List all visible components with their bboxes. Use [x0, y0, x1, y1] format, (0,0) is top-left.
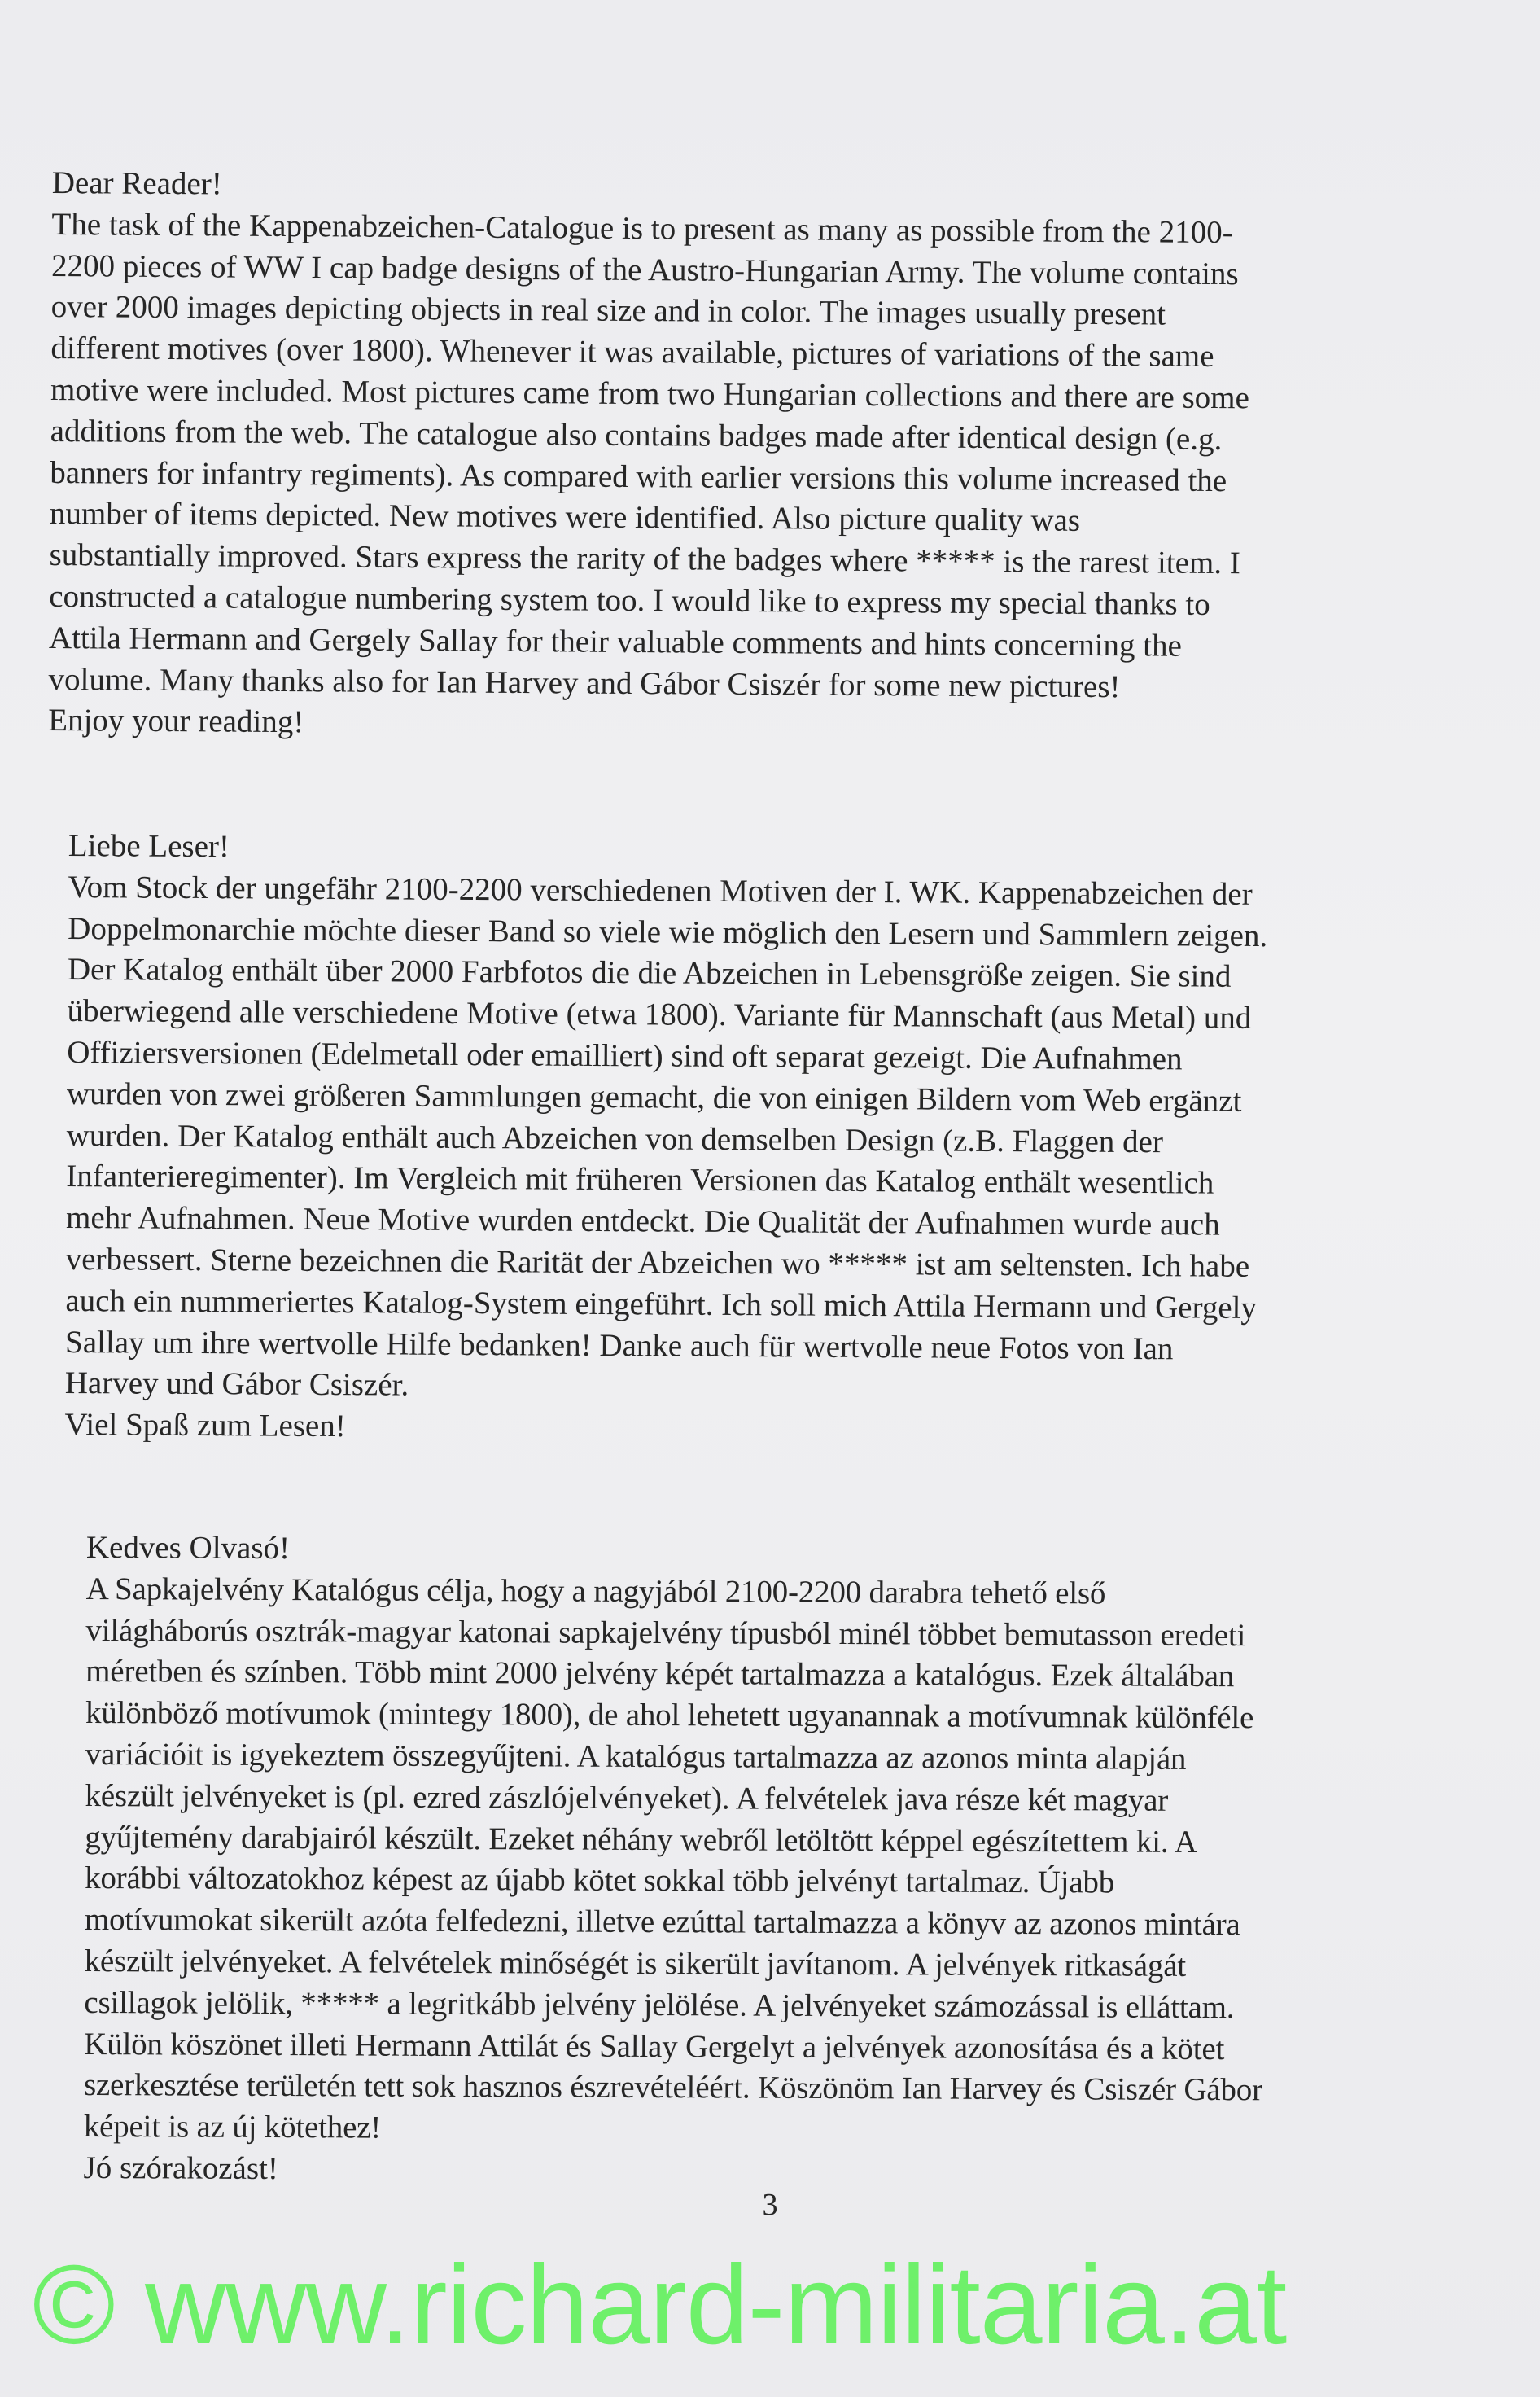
english-closing: Enjoy your reading! — [48, 703, 304, 740]
hungarian-line: korábbi változatokhoz képest az újabb kötet sokkal több jelvényt tartalmaz. Újabb — [85, 1860, 1115, 1900]
hungarian-line: Külön köszönet illeti Hermann Attilát és Sallay Gergelyt a jelvények azonosítása és a kötet — [84, 2026, 1225, 2066]
english-section — [48, 163, 1251, 750]
english-line: Attila Hermann and Gergely Sallay for their valuable comments and hints concerning the — [48, 620, 1183, 664]
english-line: 2200 pieces of WW I cap badge designs of the Austro-Hungarian Army. The volume contains — [50, 248, 1239, 291]
hungarian-line: motívumokat sikerült azóta felfedezni, illetve ezúttal tartalmazza a könyv az azonos mintára — [84, 1902, 1240, 1943]
english-line: different motives (over 1800). Whenever it was available, pictures of variations of the same — [50, 331, 1214, 375]
german-line: überwiegend alle verschiedene Motive (etwa 1800). Variante für Mannschaft (aus Metal) und — [67, 993, 1252, 1036]
english-line: number of items depicted. New motives were identified. Also picture quality was — [49, 496, 1081, 539]
hungarian-closing: Jó szórakozást! — [83, 2149, 279, 2186]
german-line: Vom Stock der ungefähr 2100-2200 verschiedenen Motiven der I. WK. Kappenabzeichen der — [68, 869, 1253, 912]
hungarian-line: különböző motívumok (mintegy 1800), de ahol lehetett ugyanannak a motívumnak különféle — [85, 1695, 1254, 1736]
hungarian-line: képeit is az új kötethez! — [83, 2109, 382, 2145]
english-line: motive were included. Most pictures came from two Hungarian collections and there are some — [50, 371, 1250, 416]
watermark: © www.richard-militaria.at — [33, 2242, 1287, 2368]
english-line: banners for infantry regiments). As compared with earlier versions this volume increased the — [50, 454, 1227, 498]
german-line: Sallay um ihre wertvolle Hilfe bedanken! Danke auch für wertvolle neue Fotos von Ian — [64, 1324, 1174, 1366]
hungarian-line: csillagok jelölik, ***** a legritkább jelvény jelölése. A jelvényeket számozással is elláttam. — [84, 1984, 1235, 2025]
english-greeting: Dear Reader! — [51, 164, 222, 202]
english-line: over 2000 images depicting objects in real size and in color. The images usually present — [50, 289, 1166, 332]
german-line: Harvey und Gábor Csiszér. — [64, 1365, 409, 1403]
english-line: volume. Many thanks also for Ian Harvey and Gábor Csiszér for some new pictures! — [48, 661, 1121, 704]
german-section — [64, 826, 1268, 1453]
german-greeting: Liebe Leser! — [68, 827, 230, 865]
german-line: Doppelmonarchie möchte dieser Band so viele wie möglich den Lesern und Sammlern zeigen. — [68, 910, 1268, 953]
german-line: Offiziersversionen (Edelmetall oder emailliert) sind oft separat gezeigt. Die Aufnahmen — [67, 1034, 1183, 1077]
german-line: mehr Aufnahmen. Neue Motive wurden entdeckt. Die Qualität der Aufnahmen wurde auch — [65, 1200, 1220, 1242]
hungarian-line: gyűjtemény darabjairól készült. Ezeket néhány webről letöltött képpel egészítettem ki. A — [85, 1819, 1197, 1860]
german-line: wurden von zwei größeren Sammlungen gemacht, die von einigen Bildern vom Web ergänzt — [66, 1076, 1242, 1119]
german-line: Infanterieregimenter). Im Vergleich mit früheren Versionen das Katalog enthält wesentlich — [66, 1159, 1214, 1201]
english-line: substantially improved. Stars express the rarity of the badges where ***** is the rarest item. I — [49, 537, 1240, 581]
german-closing: Viel Spaß zum Lesen! — [64, 1407, 346, 1444]
german-line: Der Katalog enthält über 2000 Farbfotos die die Abzeichen in Lebensgröße zeigen. Sie sind — [67, 952, 1232, 995]
english-line: additions from the web. The catalogue also contains badges made after identical design (e.g. — [50, 413, 1223, 457]
hungarian-line: variációit is igyekeztem összegyűjteni. A katalógus tartalmazza az azonos minta alapján — [85, 1736, 1187, 1777]
hungarian-line: méretben és színben. Több mint 2000 jelvény képét tartalmazza a katalógus. Ezek általában — [85, 1654, 1235, 1694]
page-number: 3 — [762, 2188, 778, 2222]
german-line: verbessert. Sterne bezeichnen die Rarität der Abzeichen wo ***** ist am seltensten. Ich habe — [65, 1241, 1250, 1284]
hungarian-line: készült jelvényeket. A felvételek minőségét is sikerült javítanom. A jelvények ritkaságát — [84, 1943, 1187, 1983]
hungarian-line: A Sapkajelvény Katalógus célja, hogy a nagyjából 2100-2200 darabra tehető első — [85, 1571, 1106, 1611]
hungarian-line: világháborús osztrák-magyar katonai sapkajelvény típusból minél többet bemutasson eredeti — [85, 1612, 1246, 1653]
german-line: auch ein nummeriertes Katalog-System eingeführt. Ich soll mich Attila Hermann und Gergely — [65, 1282, 1258, 1326]
english-line: The task of the Kappenabzeichen-Catalogue is to present as many as possible from the 2100- — [51, 206, 1233, 250]
hungarian-section — [83, 1527, 1264, 2194]
hungarian-line: szerkesztése területén tett sok hasznos észrevételéért. Köszönöm Ian Harvey és Csiszér Gábor — [83, 2067, 1262, 2108]
english-line: constructed a catalogue numbering system too. I would like to express my special thanks to — [49, 578, 1210, 622]
hungarian-greeting: Kedves Olvasó! — [85, 1530, 291, 1567]
german-line: wurden. Der Katalog enthält auch Abzeichen von demselben Design (z.B. Flaggen der — [66, 1117, 1164, 1159]
hungarian-line: készült jelvényeket is (pl. ezred zászlójelvényeket). A felvételek java része két magyar — [85, 1777, 1169, 1818]
